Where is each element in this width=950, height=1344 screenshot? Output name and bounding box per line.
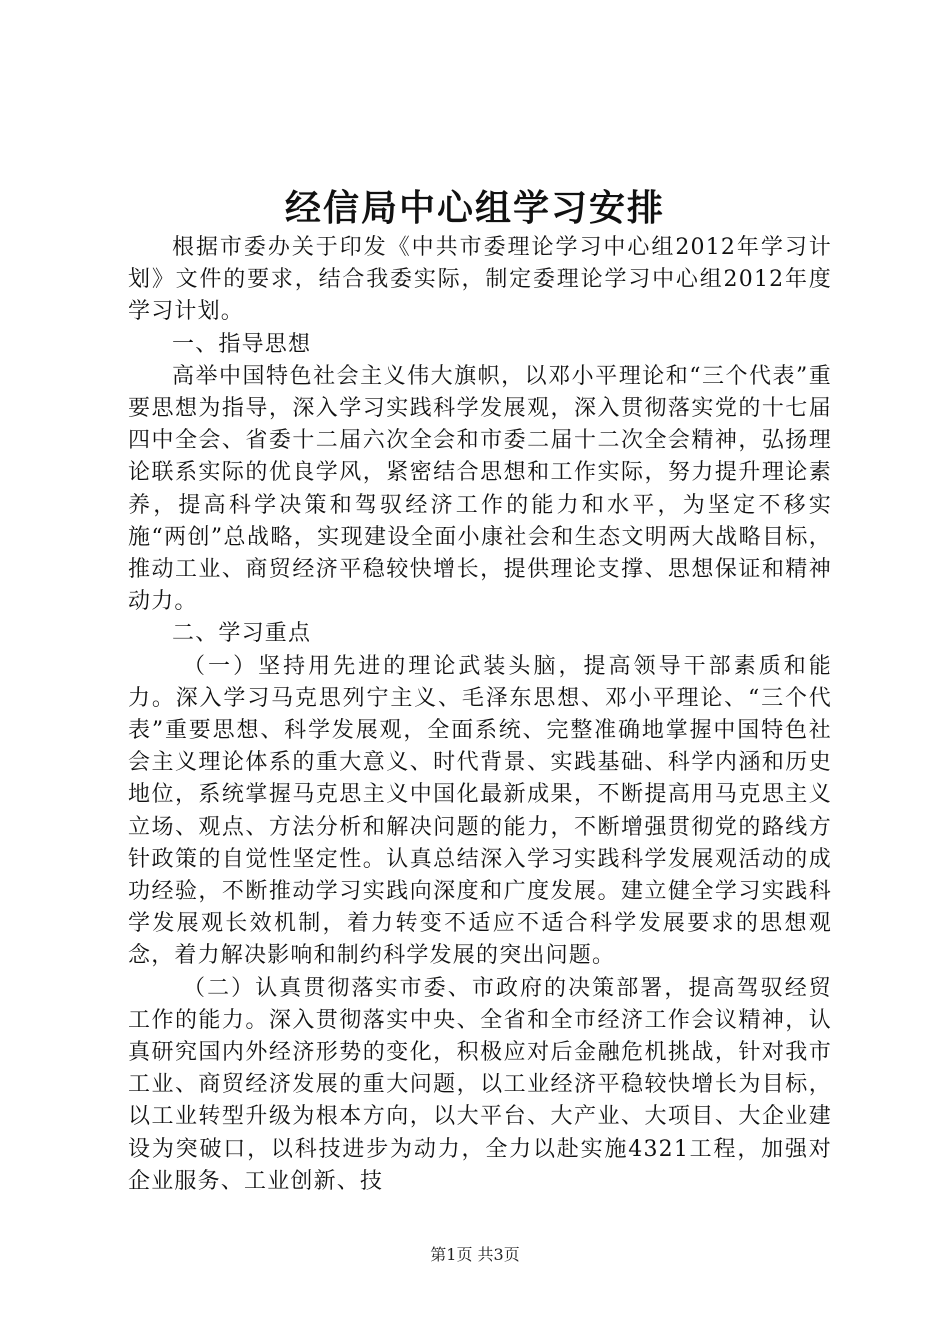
section-heading-study-focus: 二、学习重点 — [172, 621, 312, 647]
document-title: 经信局中心组学习安排 — [284, 187, 665, 229]
guiding-thought-paragraph: 高举中国特色社会主义伟大旗帜，以邓小平理论和“三个代表”重要思想为指导，深入学习实践科学发展观，深入贯彻落实党的十七届四中全会、省委十二届六次全会和市委二届十二次全会精神，弘扬理论联系实际的优良学风，紧密结合思想和工作实际，努力提升理论素养，提高科学决策和驾驭经济工作的能力和水平，为坚定不移实施“两创”总战略，实现建设全面小康社会和生态文明两大战略目标，推动工业、商贸经济平稳较快增长，提供理论支撑、思想保证和精神动力。 — [128, 363, 832, 615]
section-heading-guiding-thought: 一、指导思想 — [172, 331, 312, 357]
page-number-footer: 第1页 共3页 — [430, 1245, 520, 1264]
document-body — [128, 232, 832, 1198]
intro-paragraph: 根据市委办关于印发《中共市委理论学习中心组2012年学习计划》文件的要求，结合我委实际，制定委理论学习中心组2012年度学习计划。 — [128, 235, 832, 325]
study-focus-item-1: （一）坚持用先进的理论武装头脑，提高领导干部素质和能力。深入学习马克思列宁主义、毛泽东思想、邓小平理论、“三个代表”重要思想、科学发展观，全面系统、完整准确地掌握中国特色社会主义理论体系的重大意义、时代背景、实践基础、科学内涵和历史地位，系统掌握马克思主义中国化最新成果，不断提高用马克思主义立场、观点、方法分析和解决问题的能力，不断增强贯彻党的路线方针政策的自觉性坚定性。认真总结深入学习实践科学发展观活动的成功经验，不断推动学习实践向深度和广度发展。建立健全学习实践科学发展观长效机制，着力转变不适应不适合科学发展要求的思想观念，着力解决影响和制约科学发展的突出问题。 — [128, 653, 832, 969]
study-focus-item-2: （二）认真贯彻落实市委、市政府的决策部署，提高驾驭经贸工作的能力。深入贯彻落实中央、全省和全市经济工作会议精神，认真研究国内外经济形势的变化，积极应对后金融危机挑战，针对我市工业、商贸经济发展的重大问题，以工业经济平稳较快增长为目标，以工业转型升级为根本方向，以大平台、大产业、大项目、大企业建设为突破口，以科技进步为动力，全力以赴实施4321工程，加强对企业服务、工业创新、技 — [128, 975, 832, 1194]
